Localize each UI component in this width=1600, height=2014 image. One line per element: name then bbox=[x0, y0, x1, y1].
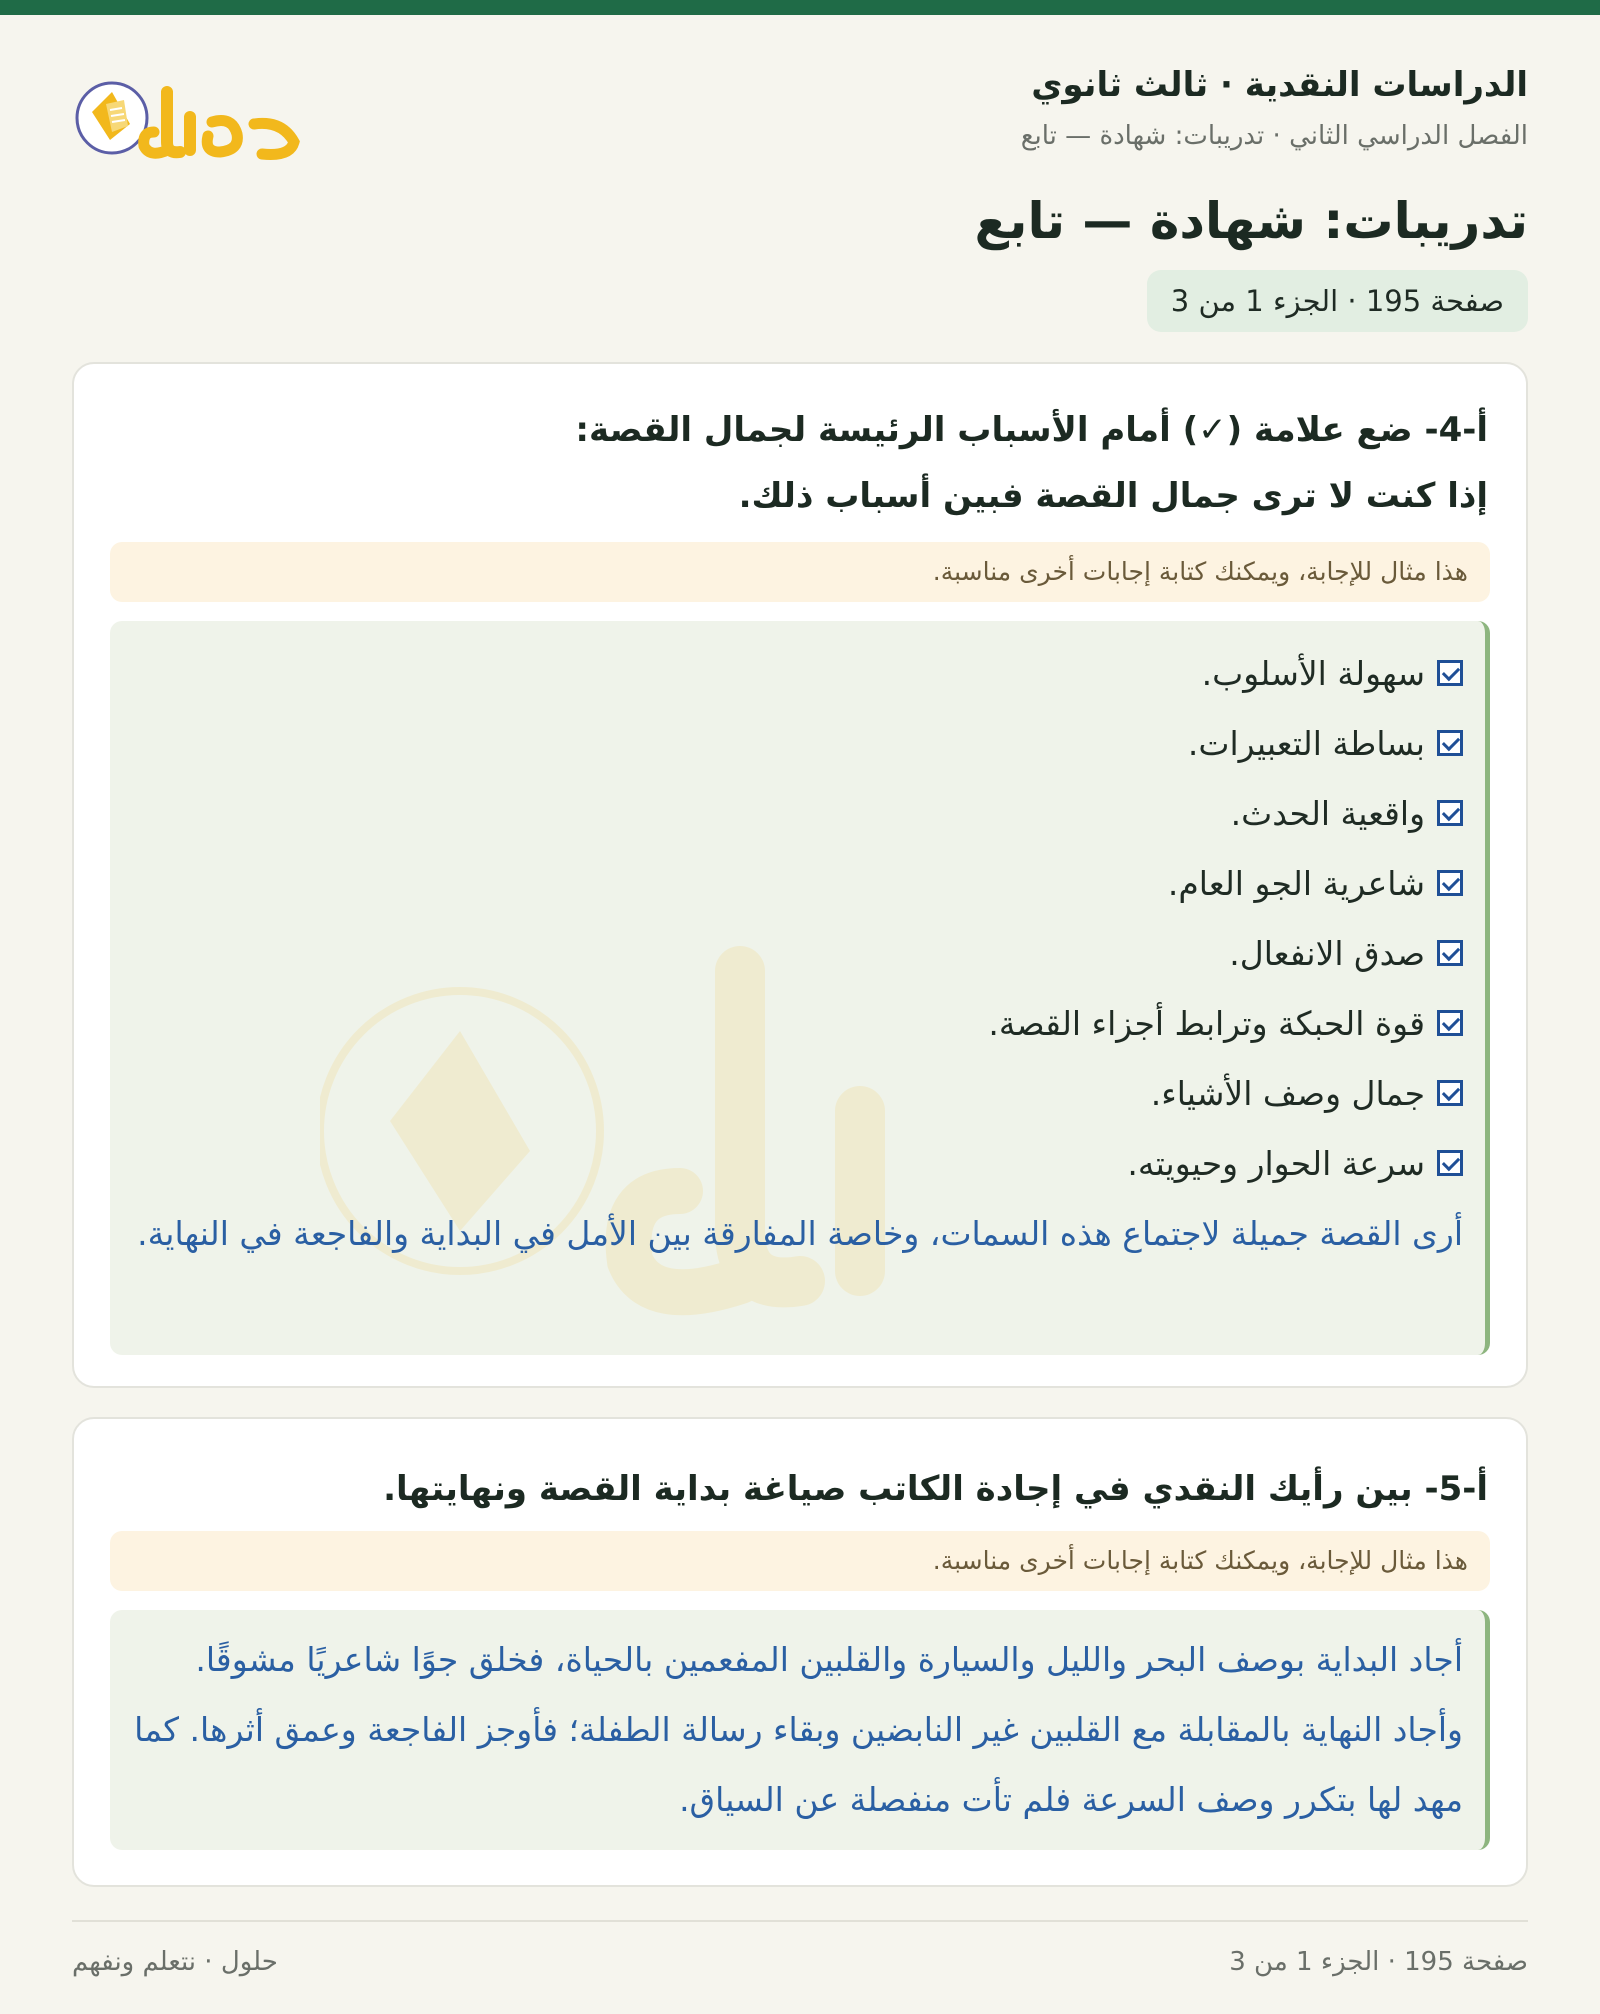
checklist-item: قوة الحبكة وترابط أجزاء القصة. bbox=[988, 989, 1463, 1059]
page-badge: صفحة 195 · الجزء 1 من 3 bbox=[1147, 270, 1528, 332]
question-1-line-2: إذا كنت لا ترى جمال القصة فبين أسباب ذلك. bbox=[738, 476, 1488, 516]
course-title: الدراسات النقدية · ثالث ثانوي bbox=[1031, 65, 1528, 105]
answer-box-2 bbox=[110, 1610, 1490, 1850]
checked-box-icon[interactable] bbox=[1437, 800, 1463, 826]
answer-note: هذا مثال للإجابة، ويمكنك كتابة إجابات أخرى مناسبة. bbox=[110, 542, 1490, 602]
checked-box-icon[interactable] bbox=[1437, 940, 1463, 966]
answer-note: هذا مثال للإجابة، ويمكنك كتابة إجابات أخرى مناسبة. bbox=[110, 1531, 1490, 1591]
checklist-item: جمال وصف الأشياء. bbox=[1151, 1059, 1463, 1129]
header-titles bbox=[1021, 62, 1528, 158]
page-title: تدريبات: شهادة — تابع bbox=[974, 192, 1528, 250]
checklist-item: سرعة الحوار وحيويته. bbox=[1127, 1129, 1463, 1199]
page-header bbox=[72, 62, 1528, 162]
footer-divider bbox=[72, 1920, 1528, 1922]
top-accent-bar bbox=[0, 0, 1600, 15]
checklist-item: واقعية الحدث. bbox=[1231, 779, 1463, 849]
checklist-item: صدق الانفعال. bbox=[1229, 919, 1463, 989]
question-2-line-1: أ-5- بين رأيك النقدي في إجادة الكاتب صياغة بداية القصة ونهايتها. bbox=[383, 1469, 1488, 1509]
checked-box-icon[interactable] bbox=[1437, 1010, 1463, 1036]
hulul-logo bbox=[72, 62, 302, 162]
checklist-item: سهولة الأسلوب. bbox=[1202, 639, 1463, 709]
checked-box-icon[interactable] bbox=[1437, 1080, 1463, 1106]
question-card-1 bbox=[72, 362, 1528, 1388]
checked-box-icon[interactable] bbox=[1437, 870, 1463, 896]
checked-box-icon[interactable] bbox=[1437, 730, 1463, 756]
footer-page-info: صفحة 195 · الجزء 1 من 3 bbox=[1229, 1947, 1528, 1977]
checked-box-icon[interactable] bbox=[1437, 660, 1463, 686]
question-card-2 bbox=[72, 1417, 1528, 1887]
course-subtitle: الفصل الدراسي الثاني · تدريبات: شهادة — تابع bbox=[1020, 121, 1528, 151]
answer-box-1 bbox=[110, 621, 1490, 1355]
answer-conclusion: أرى القصة جميلة لاجتماع هذه السمات، وخاصة المفارقة بين الأمل في البداية والفاجعة في النهاية. bbox=[137, 1214, 1463, 1253]
checked-box-icon[interactable] bbox=[1437, 1150, 1463, 1176]
answer-text: أجاد البداية بوصف البحر والليل والسيارة والقلبين المفعمين بالحياة، فخلق جوًا شاعريًا مشوقًا. وأجاد النهاية بالمقابلة مع القلبين غير النابضين وبقاء رسالة الطفلة؛ فأوجز الفاجعة وعمق أثرها. كما مهد لها بتكرر وصف السرعة فلم تأت منفصلة عن السياق. bbox=[134, 1640, 1463, 1819]
watermark-logo-icon bbox=[320, 931, 1000, 1371]
checklist-item: بساطة التعبيرات. bbox=[1188, 709, 1463, 779]
checklist-item: شاعرية الجو العام. bbox=[1168, 849, 1463, 919]
question-1-line-1: أ-4- ضع علامة (✓) أمام الأسباب الرئيسة لجمال القصة: bbox=[575, 410, 1488, 450]
footer-brand: حلول · نتعلم ونفهم bbox=[72, 1947, 278, 1977]
